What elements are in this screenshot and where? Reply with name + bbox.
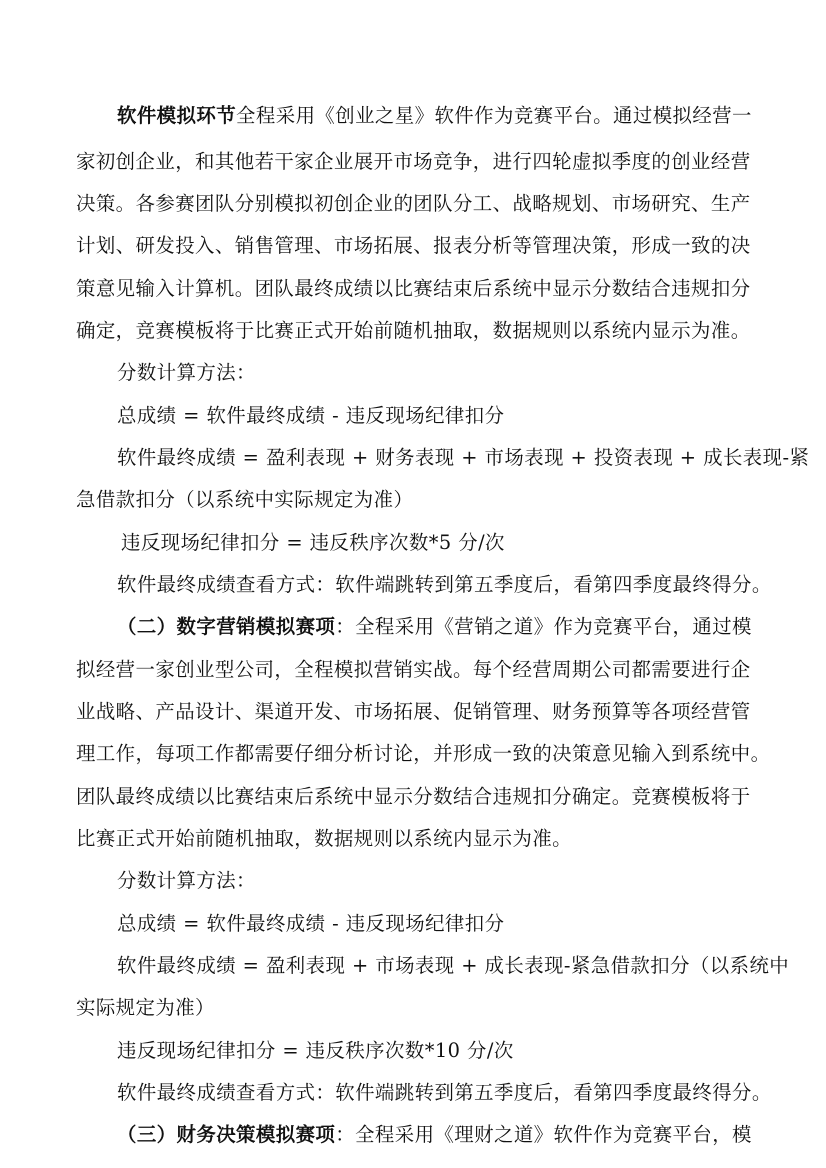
score-view-method: 软件最终成绩查看方式：软件端跳转到第五季度后，看第四季度最终得分。 [117, 1081, 772, 1104]
formula-final-score-cont: 实际规定为准） [76, 996, 215, 1019]
paragraph-text: ：全程采用《营销之道》作为竞赛平台，通过模 [335, 615, 752, 638]
score-method-label: 分数计算方法： [117, 869, 256, 892]
score-view-method: 软件最终成绩查看方式：软件端跳转到第五季度后，看第四季度最终得分。 [117, 573, 772, 596]
formula-final-score: 软件最终成绩 = 盈利表现 + 市场表现 + 成长表现-紧急借款扣分（以系统中 [117, 954, 790, 977]
paragraph-line: 团队最终成绩以比赛结束后系统中显示分数结合违规扣分确定。竞赛模板将于 [76, 785, 751, 808]
formula-final-score: 软件最终成绩 = 盈利表现 + 财务表现 + 市场表现 + 投资表现 + 成长表现-紧 [117, 446, 810, 469]
paragraph-line: 计划、研发投入、销售管理、市场拓展、报表分析等管理决策，形成一致的决 [76, 234, 751, 257]
paragraph-line: 业战略、产品设计、渠道开发、市场拓展、促销管理、财务预算等各项经营管 [76, 700, 751, 723]
formula-total-score: 总成绩 = 软件最终成绩 - 违反现场纪律扣分 [117, 404, 505, 427]
paragraph-line: 理工作，每项工作都需要仔细分析讨论，并形成一致的决策意见输入到系统中。 [76, 742, 771, 765]
section-digital-marketing-line-1 [117, 615, 752, 639]
paragraph-line: 策意见输入计算机。团队最终成绩以比赛结束后系统中显示分数结合违规扣分 [76, 277, 751, 300]
paragraph-line: 家初创企业，和其他若干家企业展开市场竞争，进行四轮虚拟季度的创业经营 [76, 150, 751, 173]
formula-penalty: 违反现场纪律扣分 = 违反秩序次数*5 分/次 [121, 531, 505, 554]
section-heading-software-sim: 软件模拟环节 [117, 104, 237, 127]
section-heading-digital-marketing: （二）数字营销模拟赛项 [117, 615, 336, 638]
paragraph-line: 决策。各参赛团队分别模拟初创企业的团队分工、战略规划、市场研究、生产 [76, 192, 751, 215]
formula-final-score-cont: 急借款扣分（以系统中实际规定为准） [76, 488, 414, 511]
paragraph-line: 确定，竞赛模板将于比赛正式开始前随机抽取，数据规则以系统内显示为准。 [76, 319, 751, 342]
paragraph-software-sim-line-1 [117, 104, 752, 128]
paragraph-line: 拟经营一家创业型公司，全程模拟营销实战。每个经营周期公司都需要进行企 [76, 658, 751, 681]
formula-penalty: 违反现场纪律扣分 = 违反秩序次数*10 分/次 [117, 1039, 514, 1062]
formula-total-score: 总成绩 = 软件最终成绩 - 违反现场纪律扣分 [117, 912, 505, 935]
paragraph-text: ：全程采用《理财之道》软件作为竞赛平台，模 [335, 1123, 752, 1146]
section-heading-finance-decision: （三）财务决策模拟赛项 [117, 1123, 336, 1146]
score-method-label: 分数计算方法： [117, 361, 256, 384]
section-finance-decision-line-1 [117, 1123, 752, 1147]
paragraph-text: 全程采用《创业之星》软件作为竞赛平台。通过模拟经营一 [236, 104, 752, 127]
paragraph-line: 比赛正式开始前随机抽取，数据规则以系统内显示为准。 [76, 827, 573, 850]
